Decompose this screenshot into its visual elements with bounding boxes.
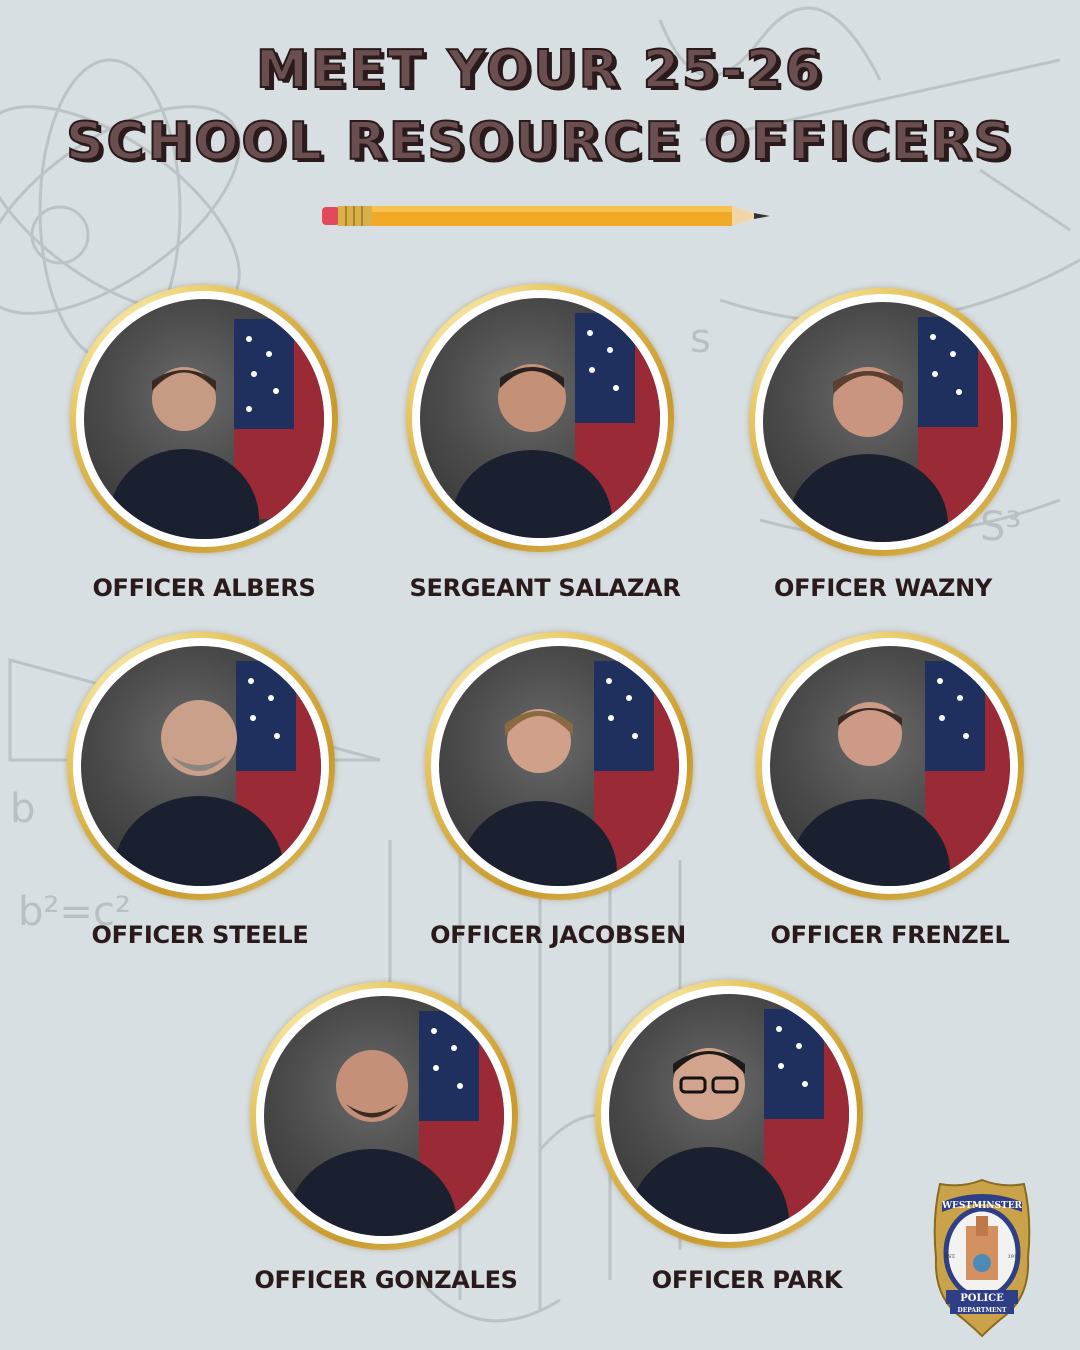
officer-photo (81, 646, 321, 886)
svg-text:b: b (10, 786, 36, 832)
svg-text:S³: S³ (980, 504, 1022, 550)
badge-est: EST. (944, 1254, 956, 1260)
officer-name: OFFICER STEELE (91, 921, 309, 949)
us-flag-icon (763, 302, 1003, 542)
officer-photo (763, 302, 1003, 542)
officer-name: OFFICER WAZNY (774, 574, 992, 602)
badge-bottom-text-2: DEPARTMENT (957, 1307, 1007, 1314)
officer-name: OFFICER ALBERS (92, 574, 316, 602)
police-badge-icon (932, 1178, 1032, 1338)
us-flag-icon (84, 299, 324, 539)
officer-photo (84, 299, 324, 539)
officer-name: OFFICER JACOBSEN (430, 921, 686, 949)
svg-text:s: s (690, 316, 711, 362)
badge-top-text: WESTMINSTER (941, 1201, 1023, 1211)
officer-photo (420, 298, 660, 538)
us-flag-icon (81, 646, 321, 886)
us-flag-icon (439, 646, 679, 886)
officer-name: OFFICER FRENZEL (770, 921, 1010, 949)
officer-name: SERGEANT SALAZAR (409, 574, 681, 602)
officer-name: OFFICER GONZALES (254, 1266, 518, 1294)
us-flag-icon (420, 298, 660, 538)
us-flag-icon (770, 646, 1010, 886)
svg-text:b²=c²: b²=c² (18, 889, 131, 935)
us-flag-icon (609, 994, 849, 1234)
badge-bottom-text: POLICE (960, 1293, 1004, 1304)
page-title-line-2: SCHOOL RESOURCE OFFICERS (66, 112, 1014, 172)
officer-name: OFFICER PARK (651, 1266, 843, 1294)
badge-year: 1911 (1007, 1254, 1021, 1260)
officer-photo (439, 646, 679, 886)
officer-photo (609, 994, 849, 1234)
officer-photo (770, 646, 1010, 886)
officer-photo (264, 996, 504, 1236)
page-title-line-1: MEET YOUR 25-26 (255, 40, 825, 100)
pencil-icon (322, 203, 772, 229)
us-flag-icon (264, 996, 504, 1236)
